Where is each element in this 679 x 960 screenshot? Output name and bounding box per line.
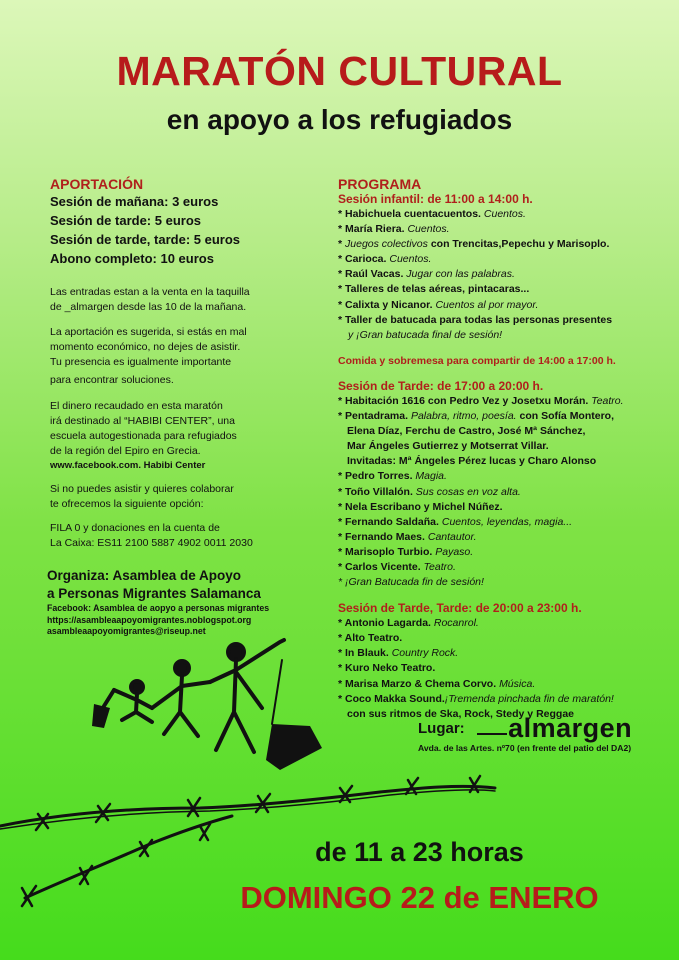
organiza-line: Organiza: Asamblea de Apoyo (47, 568, 242, 583)
price-line: Sesión de tarde, tarde: 5 euros (50, 232, 241, 247)
venue-address: Avda. de las Artes. nº70 (en frente del patio del DA2) (418, 743, 632, 753)
organiza-line: a Personas Migrantes Salamanca (47, 586, 261, 601)
program-item: * Marisoplo Turbio. Payaso. (338, 545, 474, 558)
poster-subtitle: en apoyo a los refugiados (166, 104, 513, 135)
bank-info: FILA 0 y donaciones en la cuenta de (50, 522, 220, 534)
price-line: Sesión de mañana: 3 euros (50, 194, 219, 209)
contribution-note: momento económico, no dejes de asistir. (50, 341, 241, 353)
barbed-wire-upper (0, 776, 495, 830)
program-item: * Juegos colectivos con Trencitas,Pepechu y Marisoplo. (338, 238, 610, 251)
program-item: * Toño Villalón. Sus cosas en voz alta. (338, 485, 521, 498)
tickets-info: de _almargen desde las 10 de la mañana. (50, 301, 247, 313)
program-item-cont: Invitadas: Mª Ángeles Pérez lucas y Charo Alonso (347, 455, 597, 468)
session-title: Sesión de Tarde: de 17:00 a 20:00 h. (338, 378, 544, 393)
event-hours: de 11 a 23 horas (315, 837, 524, 867)
program-item: * Pedro Torres. Magia. (338, 470, 447, 483)
event-date: DOMINGO 22 de ENERO (240, 880, 599, 915)
program-item: * Fernando Maes. Cantautor. (338, 530, 477, 543)
program-item: * Habitación 1616 con Pedro Vez y Josetxu Morán. Teatro. (338, 394, 624, 407)
contact-facebook[interactable]: Facebook: Asamblea de aopyo a personas migrantes (47, 603, 270, 613)
program-item: * Antonio Lagarda. Rocanrol. (338, 617, 479, 630)
contact-website[interactable]: https://asambleaapoyomigrantes.noblogspot.org (47, 614, 252, 625)
organiza-section (47, 567, 269, 638)
program-item: * Kuro Neko Teatro. (338, 662, 436, 675)
program-item: * Talleres de telas aéreas, pintacaras... (338, 283, 530, 296)
tickets-info: Las entradas estan a la venta en la taquilla (50, 286, 250, 298)
donation-info: El dinero recaudado en esta maratón (50, 400, 223, 412)
contact-email[interactable]: asambleaapoyomigrantes@riseup.net (47, 626, 206, 636)
aportacion-section (50, 176, 310, 551)
collaborate-info: te ofrecemos la siguiente opción: (50, 498, 204, 510)
program-item: * Fernando Saldaña. Cuentos, leyendas, magia... (338, 515, 573, 528)
session-title: Sesión infantil: de 11:00 a 14:00 h. (338, 192, 533, 206)
donation-info: irá destinado al “HABIBI CENTER”, una (50, 415, 235, 427)
venue-logo: almargen (508, 713, 633, 743)
program-item: * Calixta y Nicanor. Cuentos al por mayor. (338, 298, 539, 311)
program-item: * In Blauk. Country Rock. (338, 647, 459, 660)
program-item: * Taller de batucada para todas las personas presentes (338, 313, 613, 326)
price-line: Abono completo: 10 euros (50, 251, 214, 266)
program-item: * Pentadrama. Palabra, ritmo, poesía. con Sofía Montero, (338, 410, 615, 423)
program-item: * Carlos Vicente. Teatro. (338, 560, 456, 573)
contribution-note: Tu presencia es igualmente importante (50, 356, 232, 368)
donation-info: escuela autogestionada para refugiados (50, 430, 237, 442)
price-line: Sesión de tarde: 5 euros (50, 213, 201, 228)
collaborate-info: Si no puedes asistir y quieres colaborar (50, 483, 234, 495)
session-title: Sesión de Tarde, Tarde: de 20:00 a 23:00 h. (338, 601, 582, 616)
poster-title: MARATÓN CULTURAL (116, 48, 563, 94)
lunch-note: Comida y sobremesa para compartir de 14:00 a 17:00 h. (338, 354, 616, 367)
program-item: * Nela Escribano y Michel Núñez. (338, 500, 503, 513)
venue-label: Lugar: (418, 720, 465, 737)
refugee-figures (92, 640, 322, 770)
aportacion-heading: APORTACIÓN (50, 176, 144, 192)
programa-heading: PROGRAMA (338, 176, 422, 192)
program-item: * Alto Teatro. (338, 632, 403, 645)
program-item: * Habichuela cuentacuentos. Cuentos. (338, 208, 526, 220)
program-item: * María Riera. Cuentos. (338, 223, 450, 236)
program-item: * Carioca. Cuentos. (338, 253, 432, 266)
program-item-cont: Elena Díaz, Ferchu de Castro, José Mª Sánchez, (347, 425, 586, 438)
donation-info: de la región del Epiro en Grecia. (50, 445, 201, 457)
program-item: * Marisa Marzo & Chema Corvo. Música. (338, 677, 536, 690)
facebook-link[interactable]: www.facebook.com. Habibi Center (50, 460, 206, 471)
program-item: * Coco Makka Sound.¡Tremenda pinchada fin de maratón! (338, 692, 614, 705)
session-closing: y ¡Gran batucada final de sesión! (348, 328, 503, 341)
session-closing: con sus ritmos de Ska, Rock, Stedy y Reggae (347, 707, 574, 720)
barbed-wire-lower (22, 816, 232, 906)
program-item: * Raúl Vacas. Jugar con las palabras. (338, 268, 515, 281)
refugees-barbed-wire-illustration (0, 630, 500, 950)
contribution-note: La aportación es sugerida, si estás en mal (50, 326, 247, 338)
program-item-cont: Mar Ángeles Gutierrez y Motserrat Villar. (347, 440, 549, 453)
bank-info: La Caixa: ES11 2100 5887 4902 0011 2030 (50, 537, 253, 549)
contribution-note: para encontrar soluciones. (50, 374, 174, 386)
session-closing: * ¡Gran Batucada fin de sesión! (338, 576, 484, 589)
